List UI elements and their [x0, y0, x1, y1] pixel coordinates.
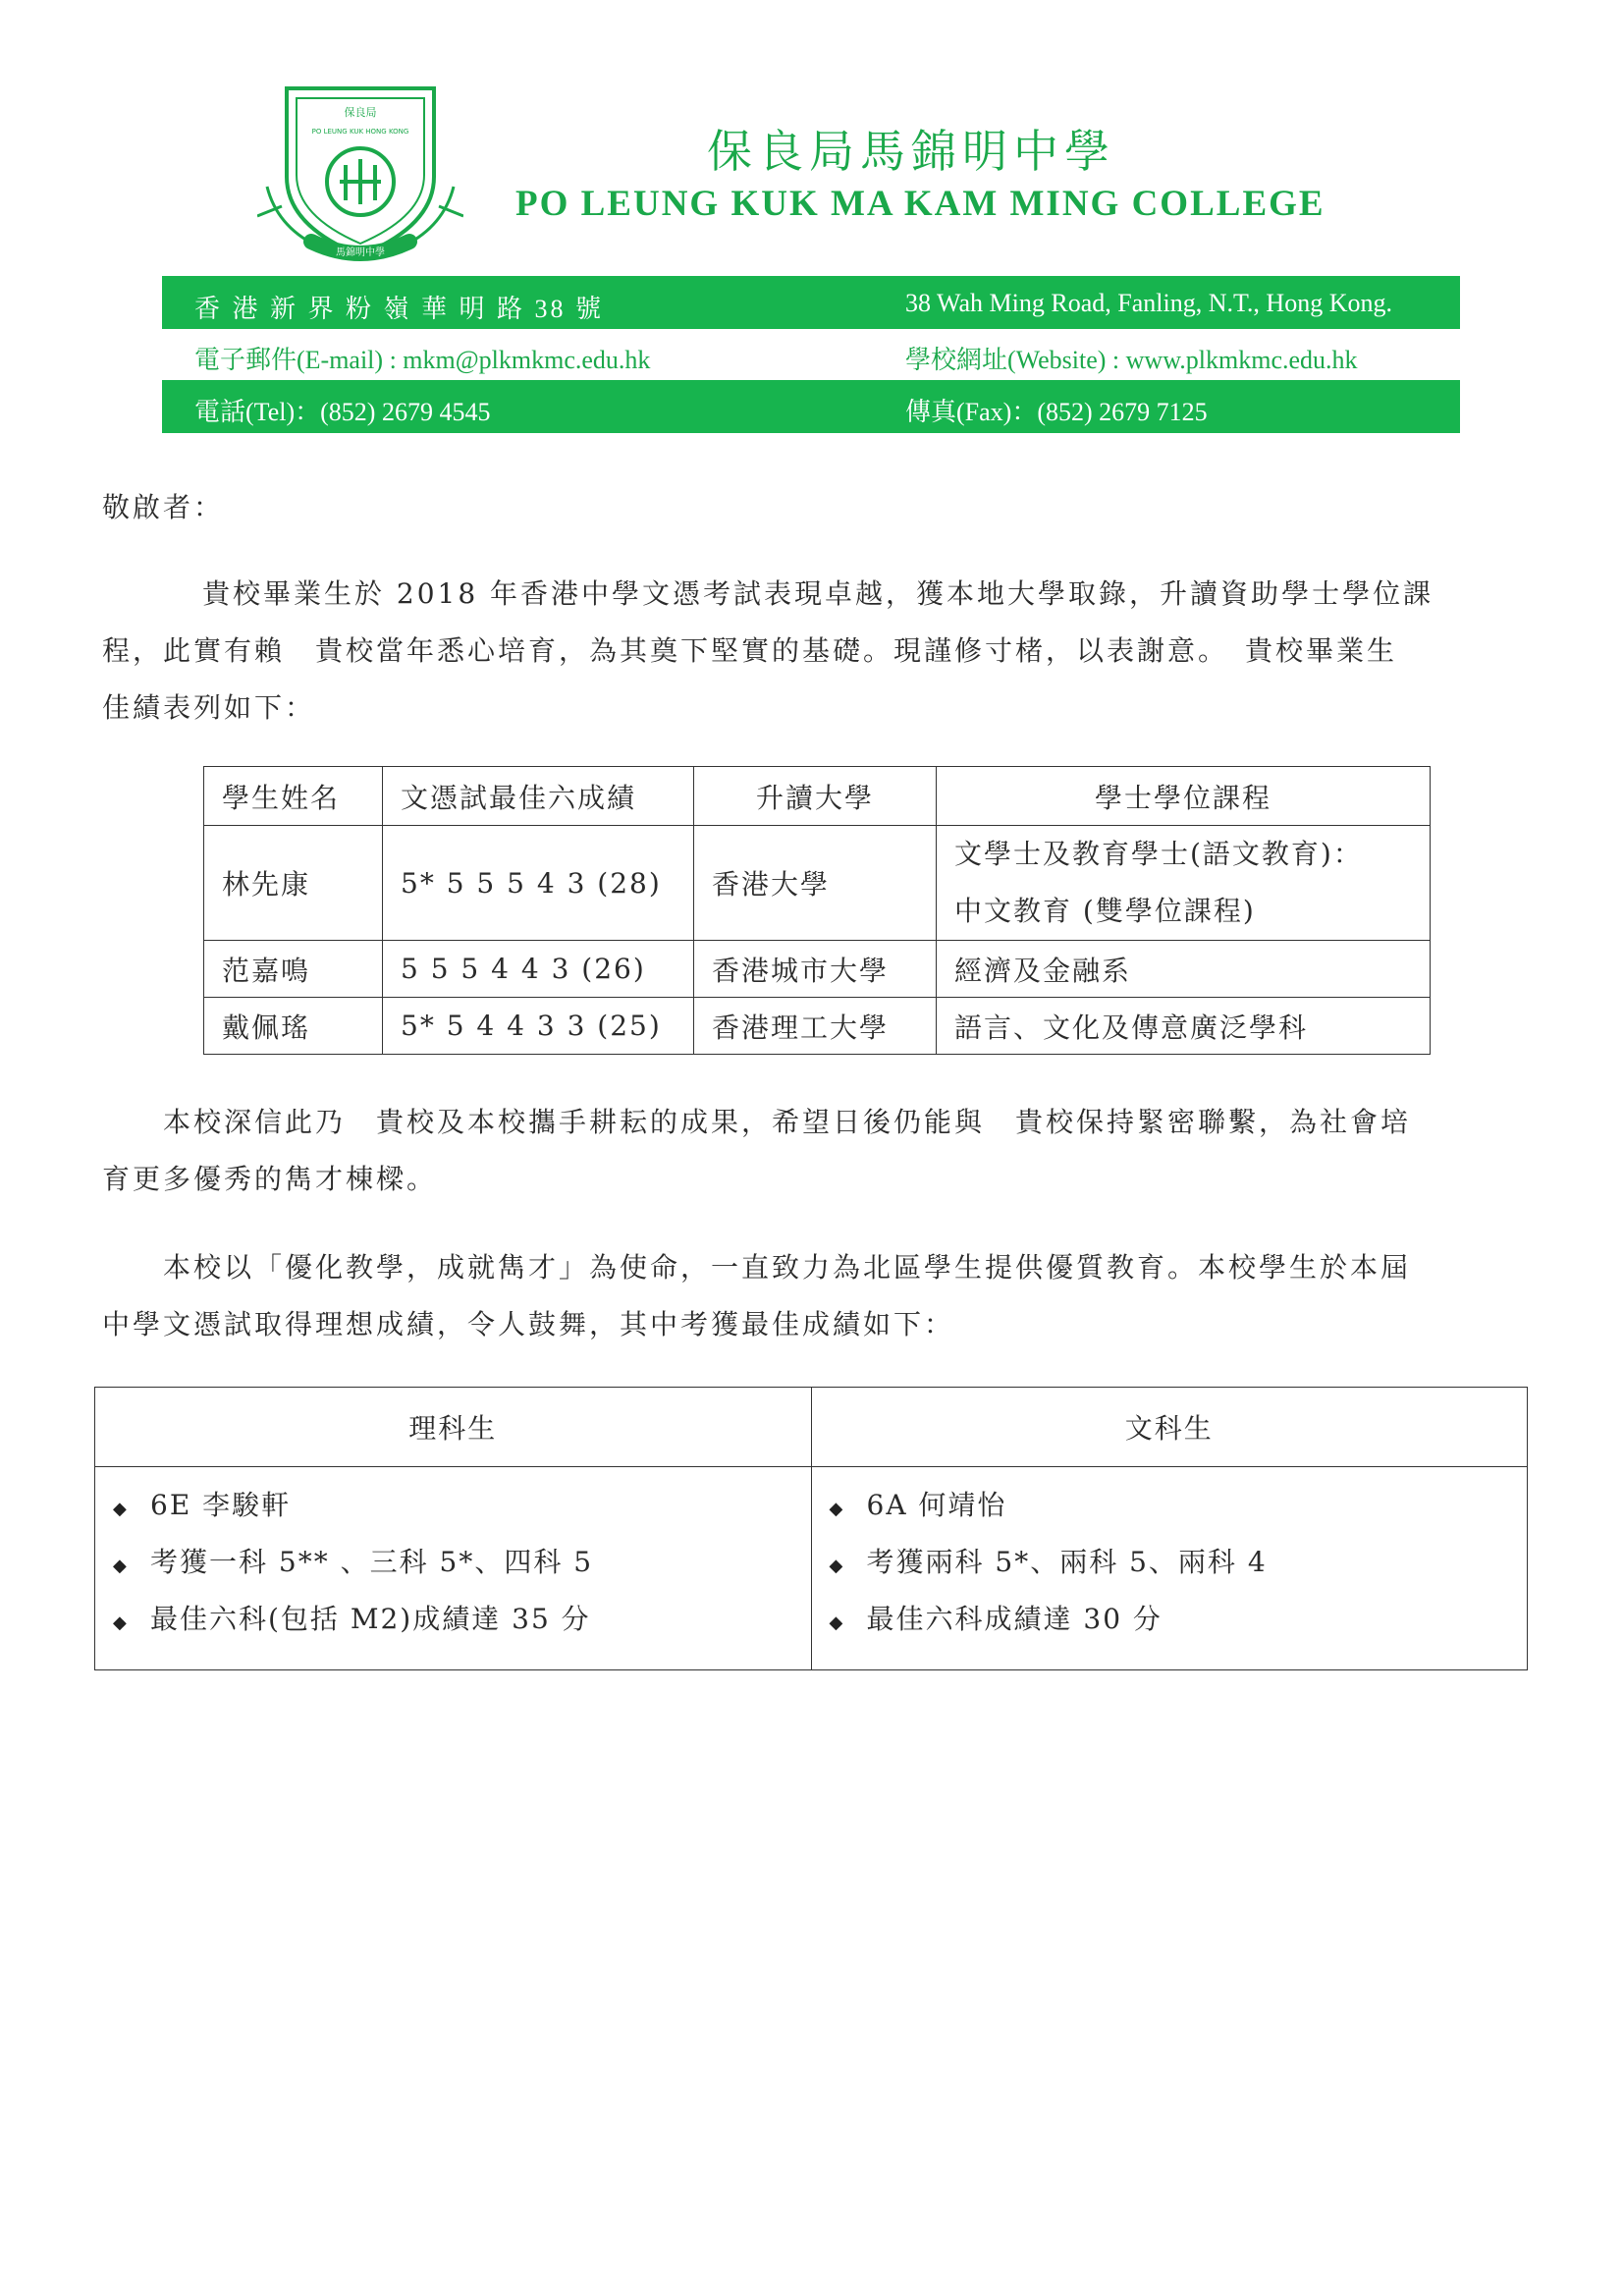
student-university: 香港城市大學: [694, 941, 937, 998]
para3-line1: 本校以「優化教學，成就雋才」為使命，一直致力為北區學生提供優質教育。本校學生於本屆: [163, 1251, 1412, 1284]
student-university: 香港理工大學: [694, 998, 937, 1055]
email-text[interactable]: 電子郵件(E-mail) : mkm@plkmkmc.edu.hk: [194, 346, 651, 374]
header-programme: 學士學位課程: [937, 767, 1431, 826]
diamond-bullet-icon: ◆: [113, 1613, 129, 1633]
results-table: [203, 766, 1431, 1055]
fax-text: 傳真(Fax)：(852) 2679 7125: [905, 398, 1208, 426]
header-score: 文憑試最佳六成績: [383, 767, 694, 826]
table-header-row: [204, 767, 1431, 826]
student-programme: [937, 826, 1431, 941]
list-item: ◆ 考獲一科 5** 、三科 5*、四科 5: [113, 1534, 811, 1591]
diamond-bullet-icon: ◆: [829, 1556, 845, 1576]
student-programme: 經濟及金融系: [937, 941, 1431, 998]
student-name: 戴佩瑤: [204, 998, 383, 1055]
diamond-bullet-icon: ◆: [829, 1499, 845, 1519]
programme-line: 文學士及教育學士(語文教育)：: [954, 838, 1363, 870]
school-crest-logo: [257, 69, 463, 265]
header-university: 升讀大學: [694, 767, 937, 826]
para2-line1: 本校深信此乃 貴校及本校攜手耕耘的成果，希望日後仍能與 貴校保持緊密聯繫，為社會培: [163, 1106, 1412, 1138]
student-score: 5* 5 5 5 4 3 (28): [383, 826, 694, 941]
diamond-bullet-icon: ◆: [113, 1499, 129, 1519]
list-item: ◆ 最佳六科(包括 M2)成績達 35 分: [113, 1591, 811, 1648]
top-students-table: [94, 1387, 1528, 1670]
list-item: ◆ 6A 何靖怡: [830, 1477, 1528, 1534]
para1-line2: 程，此實有賴 貴校當年悉心培育，為其奠下堅實的基礎。現謹修寸楮，以表謝意。 貴校畢業生: [102, 634, 1398, 667]
top-students-header-row: [95, 1388, 1528, 1467]
school-name-en: PO LEUNG KUK MA KAM MING COLLEGE: [515, 184, 1325, 224]
table-row: [204, 941, 1431, 998]
para3-line2: 中學文憑試取得理想成績，令人鼓舞，其中考獲最佳成績如下：: [102, 1308, 955, 1340]
arts-header: 文科生: [811, 1388, 1528, 1467]
student-name: 范嘉鳴: [204, 941, 383, 998]
list-item: ◆ 6E 李駿軒: [113, 1477, 811, 1534]
list-item: ◆ 最佳六科成績達 30 分: [830, 1591, 1528, 1648]
header-name: 學生姓名: [204, 767, 383, 826]
para2-line2: 育更多優秀的雋才棟樑。: [102, 1163, 438, 1195]
diamond-bullet-icon: ◆: [829, 1613, 845, 1633]
address-en: 38 Wah Ming Road, Fanling, N.T., Hong Kong.: [905, 289, 1392, 317]
para1-line1: 貴校畢業生於 2018 年香港中學文憑考試表現卓越，獲本地大學取錄，升讀資助學士學位課: [202, 577, 1434, 610]
crest-text-en: PO LEUNG KUK HONG KONG: [311, 128, 409, 136]
programme-line: 中文教育 (雙學位課程): [954, 895, 1256, 927]
school-name-cn: 保良局馬錦明中學: [707, 125, 1115, 178]
website-text[interactable]: 學校網址(Website) : www.plkmkmc.edu.hk: [905, 346, 1358, 374]
address-cn: 香 港 新 界 粉 嶺 華 明 路 38 號: [194, 295, 605, 323]
para1-line3: 佳績表列如下：: [102, 691, 316, 724]
arts-details: [811, 1467, 1528, 1670]
tel-text: 電話(Tel)：(852) 2679 4545: [194, 398, 491, 426]
science-header: 理科生: [95, 1388, 812, 1467]
crest-text-top: 保良局: [344, 106, 377, 119]
table-row: [204, 998, 1431, 1055]
student-score: 5* 5 4 4 3 3 (25): [383, 998, 694, 1055]
salutation: 敬啟者：: [102, 491, 225, 523]
student-programme: 語言、文化及傳意廣泛學科: [937, 998, 1431, 1055]
crest-text-bottom: 馬錦明中學: [336, 247, 385, 258]
student-university: 香港大學: [694, 826, 937, 941]
student-score: 5 5 5 4 4 3 (26): [383, 941, 694, 998]
student-name: 林先康: [204, 826, 383, 941]
list-item: ◆ 考獲兩科 5*、兩科 5、兩科 4: [830, 1534, 1528, 1591]
table-row: [204, 826, 1431, 941]
science-details: [95, 1467, 812, 1670]
diamond-bullet-icon: ◆: [113, 1556, 129, 1576]
top-students-body-row: [95, 1467, 1528, 1670]
